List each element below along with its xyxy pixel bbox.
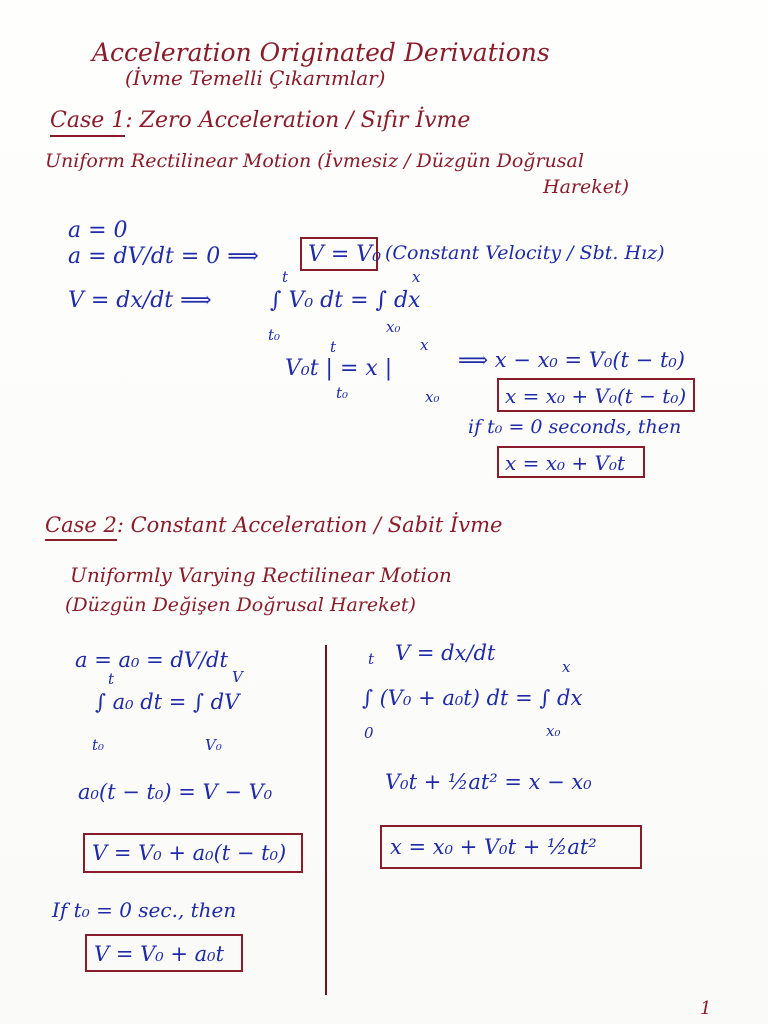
eq-displacement: V₀t + ½at² = x − x₀ xyxy=(385,770,592,794)
eval-limit: t₀ xyxy=(336,384,349,402)
page-subtitle: (İvme Temelli Çıkarımlar) xyxy=(125,66,386,90)
integral-lower-limit: t₀ xyxy=(92,736,105,754)
integral-lower-limit: 0 xyxy=(364,724,374,742)
page-number: 1 xyxy=(700,998,712,1019)
page-title: Acceleration Originated Derivations xyxy=(92,38,550,67)
integral-upper-limit: t xyxy=(368,650,375,668)
eq-v-dxdt: V = dx/dt xyxy=(395,641,496,665)
evaluation-eq: V₀t | = x | xyxy=(285,356,393,381)
integral-upper-limit: t xyxy=(282,268,289,286)
condition-note: if t₀ = 0 seconds, then xyxy=(468,416,682,438)
integral-upper-limit: t xyxy=(108,670,115,688)
eq-a-zero: a = 0 xyxy=(68,218,128,243)
eq-a-a0: a = a₀ = dV/dt xyxy=(75,648,228,672)
result-eq: ⟹ x − x₀ = V₀(t − t₀) xyxy=(458,348,685,372)
eq-v-v0: V = V₀ xyxy=(308,242,382,267)
integral-eq-left: ∫ a₀ dt = ∫ dV xyxy=(95,690,240,714)
integral-lower-limit: x₀ xyxy=(546,722,561,740)
integral-upper-limit: V xyxy=(232,668,243,686)
case1-heading: Case 1: Zero Acceleration / Sıfır İvme xyxy=(50,110,470,132)
eq-position-kinematic: x = x₀ + V₀t + ½at² xyxy=(390,835,597,859)
integral-upper-limit: x xyxy=(412,268,421,286)
case1-label: Case 1 xyxy=(50,108,125,137)
eq-velocity: V = V₀ + a₀(t − t₀) xyxy=(92,841,287,865)
case2-subtitle: Uniformly Varying Rectilinear Motion xyxy=(70,563,452,587)
column-divider xyxy=(325,645,327,995)
eval-limit: t xyxy=(330,338,337,356)
eq-position-simple: x = x₀ + V₀t xyxy=(505,451,626,475)
constant-velocity-note: (Constant Velocity / Sbt. Hız) xyxy=(385,242,665,264)
integral-upper-limit: x xyxy=(562,658,571,676)
eq-v-dxdt: V = dx/dt ⟹ xyxy=(68,288,212,313)
condition-note: If t₀ = 0 sec., then xyxy=(52,898,237,922)
case1-subtitle: Uniform Rectilinear Motion (İvmesiz / Düzgün Doğrusal xyxy=(45,150,584,172)
eq-velocity-simple: V = V₀ + a₀t xyxy=(94,942,225,966)
integral-lower-limit: t₀ xyxy=(268,326,281,344)
eq-position: x = x₀ + V₀(t − t₀) xyxy=(505,384,687,408)
integral-lower-limit: x₀ xyxy=(386,318,401,336)
eval-limit: x xyxy=(420,336,429,354)
eval-limit: x₀ xyxy=(425,388,440,406)
integral-eq: ∫ V₀ dt = ∫ dx xyxy=(270,288,421,313)
integral-eq-right: ∫ (V₀ + a₀t) dt = ∫ dx xyxy=(362,686,583,710)
case2-heading: Case 2: Constant Acceleration / Sabit İvme xyxy=(45,515,502,536)
case2-subtitle-cont: (Düzgün Değişen Doğrusal Hareket) xyxy=(65,594,416,616)
case2-label: Case 2 xyxy=(45,513,117,541)
case1-subtitle-cont: Hareket) xyxy=(543,176,630,198)
eq-velocity-diff: a₀(t − t₀) = V − V₀ xyxy=(78,780,273,804)
integral-lower-limit: V₀ xyxy=(205,736,222,754)
eq-dv-dt: a = dV/dt = 0 ⟹ xyxy=(68,244,259,269)
